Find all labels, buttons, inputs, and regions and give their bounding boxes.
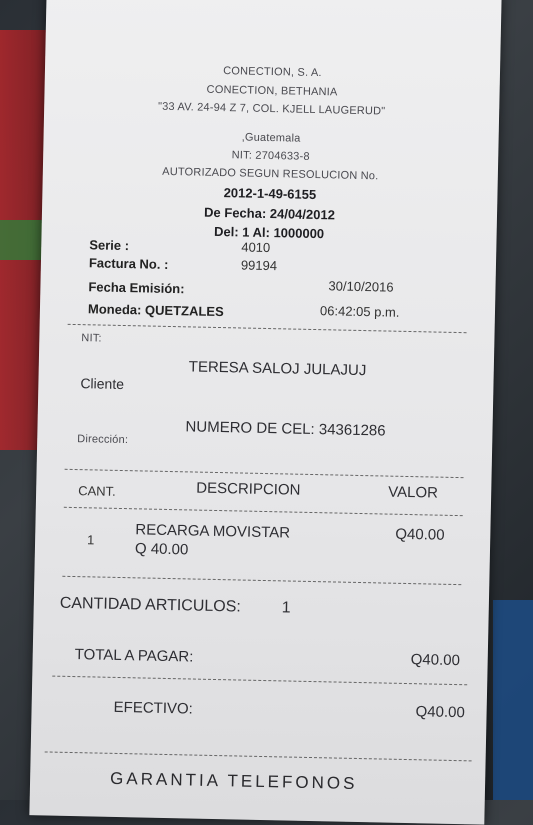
- efectivo-value: Q40.00: [415, 703, 465, 722]
- serie-label: Serie :: [89, 237, 130, 254]
- authorization: AUTORIZADO SEGUN RESOLUCION No.: [162, 165, 379, 183]
- direccion-label: Dirección:: [77, 433, 129, 447]
- factura-value: 99194: [240, 257, 278, 274]
- cantidad-articulos-label: CANTIDAD ARTICULOS:: [59, 594, 242, 616]
- customer-name: TERESA SALOJ JULAJUJ: [188, 358, 367, 380]
- item-value: Q40.00: [395, 525, 445, 544]
- divider: [65, 469, 464, 478]
- resolution-number: 2012-1-49-6155: [223, 185, 317, 203]
- item-qty: 1: [86, 532, 95, 548]
- cantidad-articulos-value: 1: [281, 599, 291, 617]
- moneda-label: Moneda: QUETZALES: [87, 301, 224, 320]
- divider: [62, 576, 461, 585]
- invoice-range: Del: 1 Al: 1000000: [213, 223, 325, 242]
- item-description-price: Q 40.00: [134, 540, 189, 559]
- customer-phone: NUMERO DE CEL: 34361286: [185, 418, 386, 440]
- total-label: TOTAL A PAGAR:: [74, 646, 194, 666]
- address: "33 AV. 24-94 Z 7, COL. KJELL LAUGERUD": [157, 100, 386, 118]
- col-cant: CANT.: [78, 483, 116, 499]
- total-value: Q40.00: [410, 651, 461, 670]
- divider: [68, 324, 467, 333]
- company-name: CONECTION, S. A.: [223, 65, 322, 80]
- item-description: RECARGA MOVISTAR: [135, 521, 291, 542]
- col-valor: VALOR: [388, 483, 439, 502]
- footer-text: GARANTIA TELEFONOS: [109, 768, 358, 794]
- cliente-label: Cliente: [80, 375, 125, 393]
- branch-name: CONECTION, BETHANIA: [206, 83, 338, 99]
- receipt: [29, 0, 501, 825]
- city: ,Guatemala: [241, 131, 301, 145]
- customer-nit-label: NIT:: [81, 332, 102, 345]
- serie-value: 4010: [241, 239, 271, 256]
- efectivo-label: EFECTIVO:: [113, 698, 193, 718]
- fecha-value: 30/10/2016: [328, 278, 394, 295]
- background-blue-object: [493, 600, 533, 800]
- time-value: 06:42:05 p.m.: [319, 303, 400, 320]
- col-descripcion: DESCRIPCION: [196, 479, 301, 499]
- factura-label: Factura No. :: [88, 255, 169, 272]
- nit-company: NIT: 2704633-8: [231, 149, 310, 163]
- divider: [52, 676, 467, 686]
- resolution-date: De Fecha: 24/04/2012: [203, 204, 336, 223]
- divider: [64, 507, 463, 516]
- fecha-label: Fecha Emisión:: [88, 279, 185, 297]
- divider: [45, 751, 472, 761]
